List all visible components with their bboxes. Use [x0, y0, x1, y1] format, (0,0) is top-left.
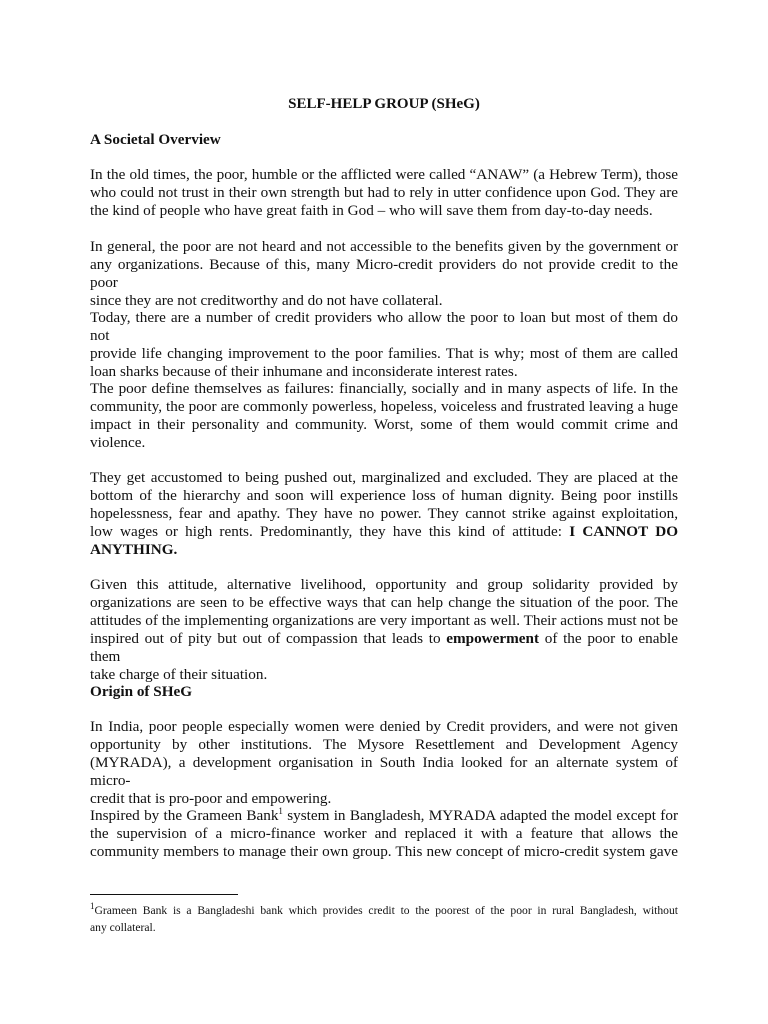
paragraph-line: take charge of their situation. — [90, 666, 268, 683]
footnote-text: Grameen Bank is a Bangladeshi bank which provides credit to the poorest of the poor in rural Bangladesh, without — [94, 904, 678, 917]
paragraph-anaw — [90, 166, 678, 220]
paragraph-line: who could not trust in their own strength but had to rely in utter confidence upon God. They are — [90, 184, 678, 201]
paragraph-line: impact in their personality and community. Worst, some of them would commit crime and — [90, 416, 678, 433]
paragraph-given-attitude — [90, 576, 678, 684]
paragraph-line: bottom of the hierarchy and soon will experience loss of human dignity. Being poor instills — [90, 487, 678, 504]
paragraph-line: community, the poor are commonly powerless, hopeless, voiceless and frustrated leaving a huge — [90, 398, 678, 415]
paragraph-credit-providers — [90, 309, 678, 381]
paragraph-line: Given this attitude, alternative livelihood, opportunity and group solidarity provided by — [90, 576, 678, 593]
paragraph-line: In the old times, the poor, humble or the afflicted were called “ANAW” (a Hebrew Term), those — [90, 166, 678, 183]
section-heading-origin: Origin of SHeG — [90, 683, 193, 700]
paragraph-line: violence. — [90, 434, 146, 451]
paragraph-line: credit that is pro-poor and empowering. — [90, 790, 332, 807]
paragraph-line: since they are not creditworthy and do not have collateral. — [90, 292, 443, 309]
paragraph-line: any organizations. Because of this, many Micro-credit providers do not provide credit to the poor — [90, 256, 678, 291]
paragraph-line: organizations are seen to be effective ways that can help change the situation of the poor. The — [90, 594, 678, 611]
paragraph-accustomed — [90, 469, 678, 559]
paragraph-text: Inspired by the Grameen Bank — [90, 807, 279, 824]
paragraph-line — [90, 807, 678, 825]
paragraph-line — [90, 630, 678, 666]
paragraph-line: loan sharks because of their inhumane and inconsiderate interest rates. — [90, 363, 518, 380]
footnote-divider — [90, 894, 238, 895]
paragraph-line: (MYRADA), a development organisation in South India looked for an alternate system of micro- — [90, 754, 678, 789]
paragraph-line: the kind of people who have great faith in God – who will save them from day-to-day needs. — [90, 202, 653, 219]
paragraph-line: In India, poor people especially women were denied by Credit providers, and were not given — [90, 718, 678, 735]
paragraph-line: community members to manage their own group. This new concept of micro-credit system gave — [90, 843, 678, 860]
paragraph-line: attitudes of the implementing organizations are very important as well. Their actions must not be — [90, 612, 678, 629]
paragraph-line: In general, the poor are not heard and not accessible to the benefits given by the government or — [90, 238, 678, 255]
paragraph-grameen — [90, 807, 678, 861]
paragraph-poor-not-heard — [90, 238, 678, 310]
footnote-line — [90, 902, 678, 919]
emphasis-text: ANYTHING. — [90, 541, 178, 558]
footnote — [90, 902, 678, 936]
emphasis-text: empowerment — [446, 630, 540, 647]
paragraph-line: the supervision of a micro-finance worker and replaced it with a feature that allows the — [90, 825, 678, 842]
paragraph-poor-define — [90, 380, 678, 452]
paragraph-line: They get accustomed to being pushed out, marginalized and excluded. They are placed at the — [90, 469, 678, 486]
document-title: SELF-HELP GROUP (SHeG) — [288, 96, 480, 112]
paragraph-line: provide life changing improvement to the poor families. That is why; most of them are called — [90, 345, 678, 362]
footnote-marker: 1 — [90, 901, 95, 912]
paragraph-line: Today, there are a number of credit providers who allow the poor to loan but most of them do not — [90, 309, 678, 344]
paragraph-text: of the poor to enable them — [90, 630, 679, 665]
footnote-line: any collateral. — [90, 921, 156, 934]
paragraph-text: system in Bangladesh, MYRADA adapted the model except for — [282, 807, 678, 824]
paragraph-line: hopelessness, fear and apathy. They have no power. They cannot strike against exploitation, — [90, 505, 678, 522]
paragraph-india — [90, 718, 678, 808]
paragraph-line: opportunity by other institutions. The Mysore Resettlement and Development Agency — [90, 736, 678, 753]
paragraph-text: low wages or high rents. Predominantly, they have this kind of attitude: — [90, 523, 562, 540]
paragraph-line — [90, 523, 678, 541]
footnote-reference[interactable]: 1 — [278, 805, 283, 816]
paragraph-text: inspired out of pity but out of compassion that leads to — [90, 630, 441, 647]
emphasis-text: I CANNOT DO — [569, 523, 679, 540]
section-heading-overview: A Societal Overview — [90, 131, 221, 148]
paragraph-line: The poor define themselves as failures: financially, socially and in many aspects of life. In the — [90, 380, 678, 397]
